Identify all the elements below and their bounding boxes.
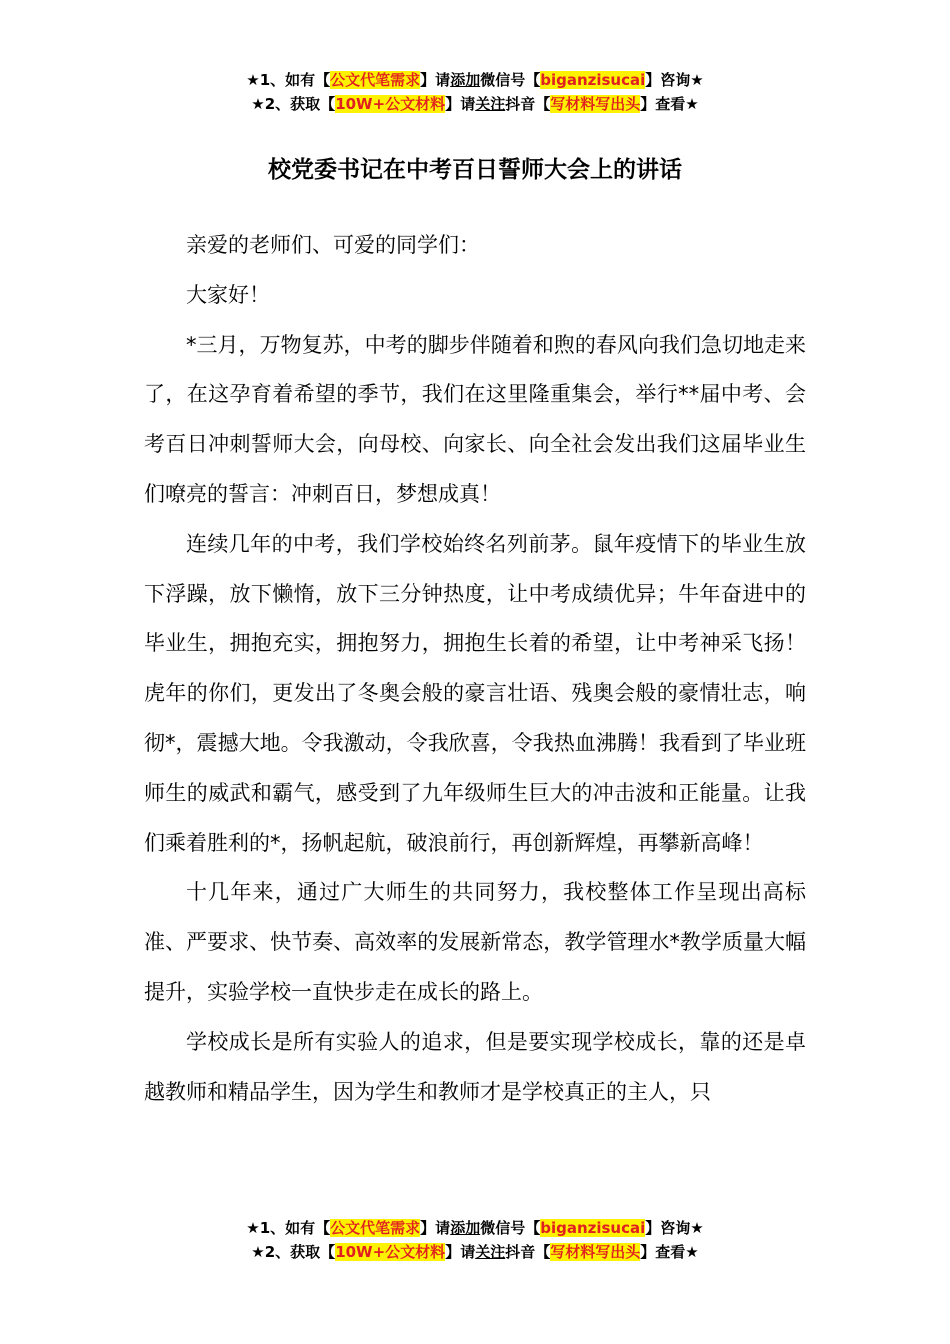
highlight-wechat-id: biganzisucai xyxy=(540,71,646,89)
bottom-banner xyxy=(0,1216,950,1264)
highlight-wechat-id: biganzisucai xyxy=(540,1219,646,1237)
highlight-materials: 10W+公文材料 xyxy=(335,95,446,113)
paragraph: 十几年来，通过广大师生的共同努力，我校整体工作呈现出高标准、严要求、快节奏、高效率的发展新常态，教学管理水*教学质量大幅提升，实验学校一直快步走在成长的路上。 xyxy=(144,880,806,1004)
banner-line-2: ★2、获取【10W+公文材料】请关注抖音【写材料写出头】查看★ xyxy=(251,95,699,113)
highlight-service: 公文代笔需求 xyxy=(330,1219,421,1237)
document-body xyxy=(144,221,806,1117)
highlight-materials: 10W+公文材料 xyxy=(335,1243,446,1261)
highlight-douyin: 写材料写出头 xyxy=(550,1243,641,1261)
document-title: 校党委书记在中考百日誓师大会上的讲话 xyxy=(268,157,682,183)
banner-line-2: ★2、获取【10W+公文材料】请关注抖音【写材料写出头】查看★ xyxy=(251,1243,699,1261)
paragraph-salutation: 亲爱的老师们、可爱的同学们： xyxy=(186,233,480,257)
highlight-douyin: 写材料写出头 xyxy=(550,95,641,113)
paragraph: 连续几年的中考，我们学校始终名列前茅。鼠年疫情下的毕业生放下浮躁，放下懒惰，放下三分钟热度，让中考成绩优异；牛年奋进中的毕业生，拥抱充实，拥抱努力，拥抱生长着的希望，让中考神采飞扬！虎年的你们，更发出了冬奥会般的豪言壮语、残奥会般的豪情壮志，响彻*，震撼大地。令我激动，令我欣喜，令我热血沸腾！我看到了毕业班师生的威武和霸气，感受到了九年级师生巨大的冲击波和正能量。让我们乘着胜利的*，扬帆起航，破浪前行，再创新辉煌，再攀新高峰！ xyxy=(144,531,806,855)
paragraph-greeting: 大家好！ xyxy=(186,282,270,307)
paragraph: 学校成长是所有实验人的追求，但是要实现学校成长，靠的还是卓越教师和精品学生，因为学生和教师才是学校真正的主人，只 xyxy=(144,1029,806,1104)
banner-line-1: ★1、如有【公文代笔需求】请添加微信号【biganzisucai】咨询★ xyxy=(246,71,704,89)
paragraph: *三月，万物复苏，中考的脚步伴随着和煦的春风向我们急切地走来了，在这孕育着希望的季节，我们在这里隆重集会，举行**届中考、会考百日冲刺誓师大会，向母校、向家长、向全社会发出我们这届毕业生们嘹亮的誓言：冲刺百日，梦想成真！ xyxy=(144,332,806,506)
banner-line-1: ★1、如有【公文代笔需求】请添加微信号【biganzisucai】咨询★ xyxy=(246,1219,704,1237)
highlight-service: 公文代笔需求 xyxy=(330,71,421,89)
top-banner xyxy=(0,68,950,116)
